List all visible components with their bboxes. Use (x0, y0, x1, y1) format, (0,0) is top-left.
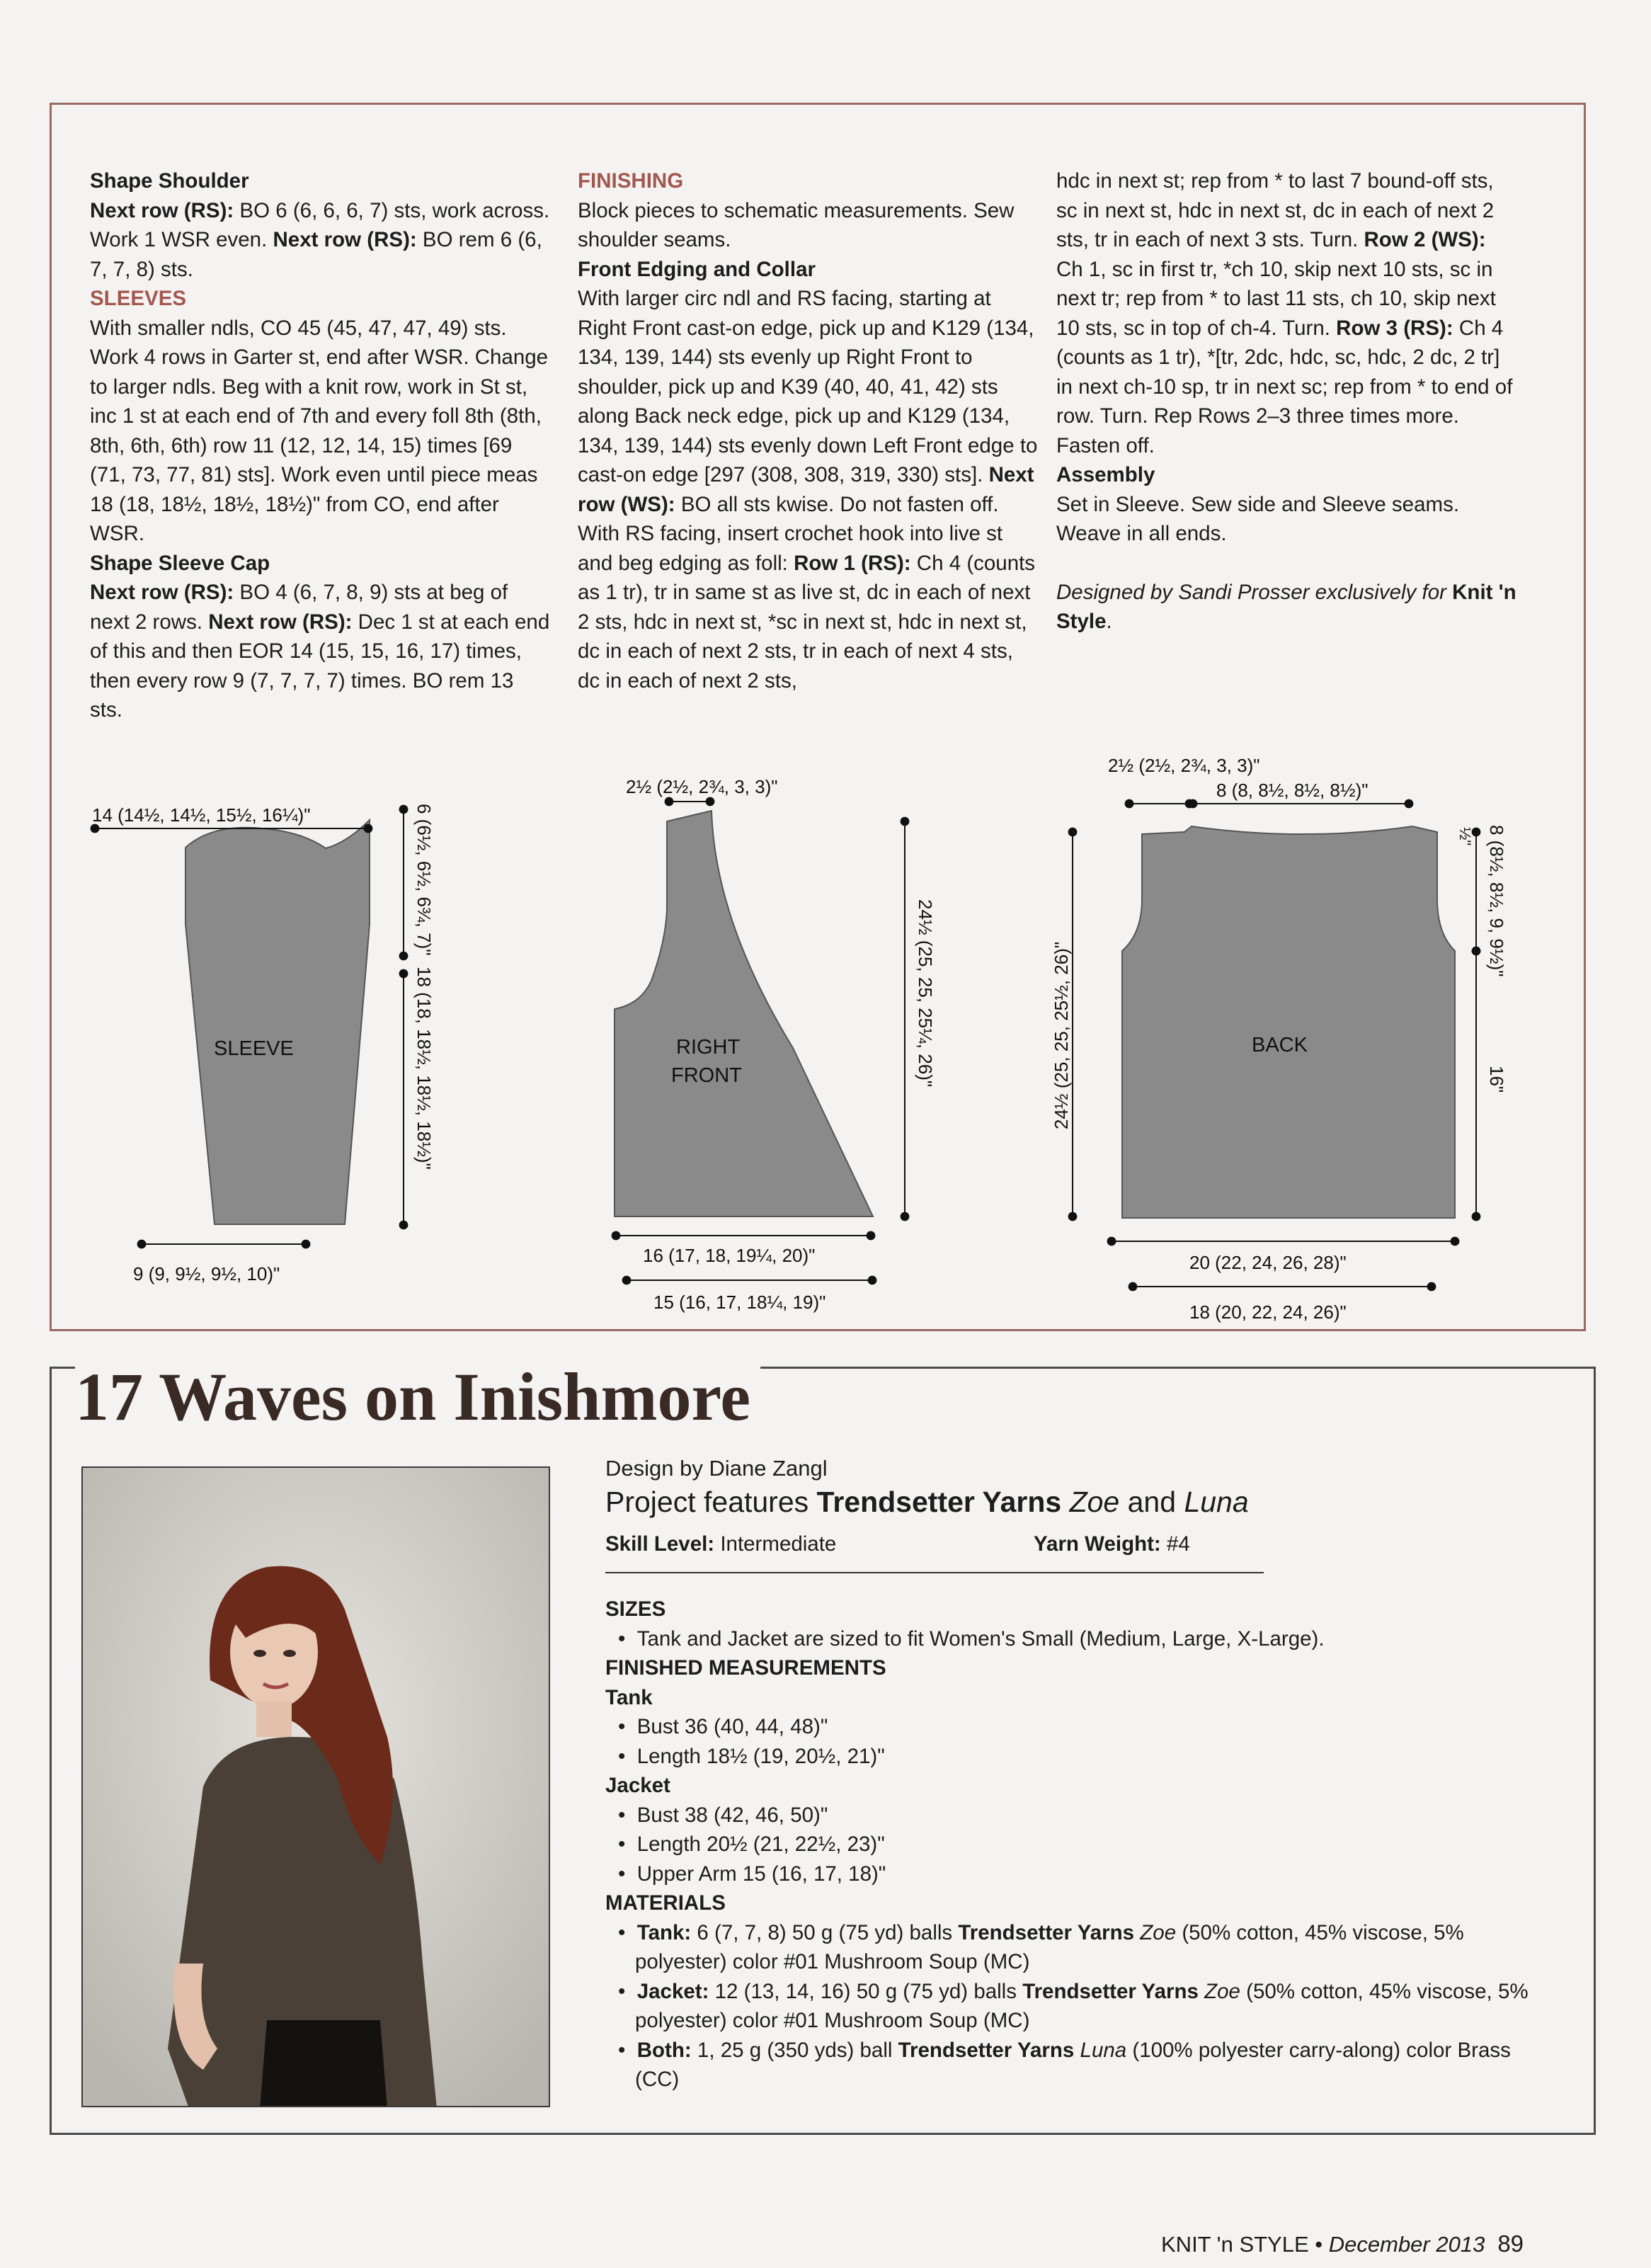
right-front-shoulder: 2½ (2½, 2¾, 3, 3)" (626, 776, 778, 797)
row-label: Next row (RS): (90, 198, 234, 222)
row-label: Next row (RS): (273, 228, 417, 251)
list-item-text: Upper Arm 15 (16, 17, 18)" (636, 1862, 886, 1886)
right-front-depth: 24½ (25, 25, 25¼, 26)" (915, 899, 936, 1088)
material-text: 12 (13, 14, 16) 50 g (75 yd) balls (709, 1979, 1023, 2003)
sleeve-shape (185, 820, 370, 1224)
material-label: Both: (636, 2038, 692, 2062)
back-armhole: 8 (8½, 8½, 9, 9½)" (1486, 825, 1507, 977)
punctuation: . (1106, 610, 1112, 633)
sleeve-label: SLEEVE (214, 1037, 294, 1060)
instruction-text: Ch 4 (counts as 1 tr), *[tr, 2dc, hdc, sc, hdc, 2 dc, 2 tr] in next ch-10 sp, tr in next sc; rep from * to end of row. Turn. Rep Rows 2–3 three times more. Fasten off. (1056, 316, 1513, 457)
list-item-text: Length 20½ (21, 22½, 23)" (636, 1833, 885, 1856)
model-photo-illustration (83, 1468, 550, 2107)
heading-materials: MATERIALS (605, 1891, 726, 1915)
material-label: Jacket: (636, 1979, 709, 2003)
heading-sizes: SIZES (605, 1597, 666, 1621)
material-text: (50% cotton, 45% viscose, 5% polyester) color #01 Mushroom Soup (MC) (635, 1920, 1464, 1973)
back-label: BACK (1252, 1034, 1308, 1056)
page-number: 89 (1497, 2230, 1524, 2257)
material-item: • Tank: 6 (7, 7, 8) 50 g (75 yd) balls Trendsetter Yarns Zoe (50% cotton, 45% viscose, 5% polyester) color #01 Mushroom Soup (MC) (618, 1920, 1464, 1973)
right-front-shape (615, 811, 873, 1216)
row-label: Next row (RS): (208, 610, 353, 634)
row-label: Row 1 (RS): (794, 551, 911, 575)
heading-jacket: Jacket (605, 1774, 670, 1797)
material-text: 1, 25 g (350 yds) ball (691, 2038, 898, 2062)
back-shoulder: 2½ (2½, 2¾, 3, 3)" (1108, 755, 1260, 776)
sleeve-schematic (92, 804, 435, 1284)
heading-front-edging: Front Edging and Collar (578, 257, 816, 281)
back-width-top: 20 (22, 24, 26, 28)" (1189, 1252, 1347, 1273)
sleeve-cap-height: 6 (6½, 6½, 6¾, 7)" (413, 804, 435, 956)
model-photo (81, 1466, 550, 2107)
row-label: Next row (RS): (90, 581, 234, 604)
pattern-info (605, 1453, 1547, 2095)
heading-tank: Tank (605, 1685, 653, 1709)
instruction-text: BO rem 6 (6, 7, 7, 8) sts. (90, 228, 542, 281)
yarn-name: Luna (1080, 2038, 1127, 2062)
back-width-bottom: 18 (20, 22, 24, 26)" (1189, 1301, 1347, 1323)
designer-credit: Designed by Sandi Prosser exclusively for (1056, 580, 1453, 604)
project-prefix: Project features (605, 1486, 817, 1518)
sizes-text: • Tank and Jacket are sized to fit Women's Small (Medium, Large, X-Large). (618, 1626, 1325, 1651)
yarn-brand: Trendsetter Yarns (1022, 1979, 1199, 2003)
skill-value: Intermediate (714, 1532, 837, 1556)
instruction-text: BO all sts kwise. Do not fasten off. With RS facing, insert crochet hook into live st and beg edging as foll: (578, 492, 1003, 575)
divider (605, 1572, 1264, 1573)
weight-label: Yarn Weight: (1034, 1532, 1161, 1556)
yarn-brand: Trendsetter Yarns (958, 1920, 1135, 1944)
heading-assembly: Assembly (1056, 463, 1155, 486)
yarn-name: Luna (1184, 1486, 1249, 1518)
back-neck-depth: ½" (1456, 827, 1474, 846)
list-item-text: Length 18½ (19, 20½, 21)" (636, 1744, 885, 1768)
sleeve-length: 18 (18, 18½, 18½, 18½)" (413, 967, 435, 1170)
instruction-text: With larger circ ndl and RS facing, starting at Right Front cast-on edge, pick up and K129 (134, 134, 139, 144) sts evenly up Right Front to shoulder, pick up and K39 (40, 40, 41, 42) sts along Back neck edge, pick up and K129 (134, 134, 139, 144) sts evenly down Left Front edge to cast-on edge [297 (308, 308, 319, 330) sts]. (578, 287, 1038, 486)
skill-level (605, 1532, 836, 1556)
right-front-label-1: RIGHT (676, 1036, 741, 1059)
heading-sleeves: SLEEVES (90, 287, 187, 310)
right-front-label-2: FRONT (671, 1064, 742, 1087)
instruction-text: With smaller ndls, CO 45 (45, 47, 47, 49) sts. Work 4 rows in Garter st, end after WSR. Change to larger ndls. Beg with a knit row, work in St st, inc 1 st at each end of 7th and every foll 8th (8th, 8th, 6th, 6th) row 11 (12, 12, 14, 15) times [69 (71, 73, 77, 81) sts]. Work even until piece meas 18 (18, 18½, 18½, 18½)" from CO, end after WSR. (90, 316, 549, 545)
pattern-title: 17 Waves on Inishmore (75, 1358, 760, 1436)
list-item-text: Bust 36 (40, 44, 48)" (636, 1715, 828, 1738)
project-yarns (605, 1484, 1547, 1520)
footer-issue: December 2013 (1328, 2232, 1485, 2257)
right-front-width-top: 16 (17, 18, 19¼, 20)" (643, 1245, 816, 1266)
magazine-name: Knit 'n Style (1056, 580, 1516, 633)
right-front-width-bottom: 15 (16, 17, 18¼, 19)" (653, 1292, 826, 1313)
yarn-brand: Trendsetter Yarns (816, 1486, 1062, 1518)
list-item: • Length 20½ (21, 22½, 23)" (618, 1833, 885, 1856)
list-item-text: Bust 38 (42, 46, 50)" (636, 1803, 828, 1827)
back-neck: 8 (8, 8½, 8½, 8½)" (1216, 780, 1369, 801)
sleeve-cuff-width: 9 (9, 9½, 9½, 10)" (133, 1263, 280, 1284)
heading-shape-sleeve-cap: Shape Sleeve Cap (90, 551, 270, 575)
instruction-text: hdc in next st; rep from * to last 7 bound-off sts, sc in next st, hdc in next st, dc in each of next 2 sts, tr in each of next 3 sts. Turn. (1056, 169, 1495, 251)
material-item: • Both: 1, 25 g (350 yds) ball Trendsetter Yarns Luna (100% polyester carry-along) color Brass (CC) (618, 2038, 1511, 2091)
right-front-schematic (615, 776, 936, 1313)
material-text: (50% cotton, 45% viscose, 5% polyester) color #01 Mushroom Soup (MC) (635, 1979, 1529, 2032)
instruction-text: Ch 4 (counts as 1 tr), tr in same st as live st, dc in each of next 2 sts, hdc in next st, *sc in next st, hdc in next st, dc in each of next 2 sts, tr in each of next 4 sts, dc in each of next 2 sts, (578, 551, 1036, 693)
list-item: • Length 18½ (19, 20½, 21)" (618, 1744, 885, 1768)
back-length: 24½ (25, 25, 25½, 26)" (1051, 941, 1072, 1129)
row-label: Row 3 (RS): (1336, 316, 1453, 340)
back-side: 16" (1486, 1066, 1507, 1093)
material-item: • Jacket: 12 (13, 14, 16) 50 g (75 yd) balls Trendsetter Yarns Zoe (50% cotton, 45% viscose, 5% polyester) color #01 Mushroom Soup (MC) (618, 1979, 1529, 2032)
heading-shape-shoulder: Shape Shoulder (90, 169, 249, 193)
page-footer (1161, 2230, 1524, 2257)
footer-magazine: KNIT 'n STYLE (1161, 2232, 1309, 2257)
conjunction: and (1119, 1486, 1184, 1518)
skill-row (605, 1529, 1547, 1569)
sizes-value: Tank and Jacket are sized to fit Women's Small (Medium, Large, X-Large). (636, 1626, 1325, 1651)
back-shape (1122, 826, 1455, 1218)
instruction-text: BO 4 (6, 7, 8, 9) sts at beg of next 2 rows. (90, 581, 508, 634)
instruction-text: Dec 1 st at each end of this and then EOR 14 (15, 15, 16, 17) times, then every row 9 (7, 7, 7, 7) times. BO rem 13 sts. (90, 610, 550, 722)
back-schematic (1051, 755, 1507, 1323)
heading-finishing: FINISHING (578, 169, 684, 193)
yarn-brand: Trendsetter Yarns (898, 2038, 1075, 2062)
yarn-name: Zoe (1204, 1979, 1240, 2003)
instruction-text: Ch 1, sc in first tr, *ch 10, skip next 10 sts, sc in next tr; rep from * to last 11 sts, ch 10, skip next 10 sts, sc in top of ch-4. Turn. (1056, 257, 1496, 340)
yarn-name: Zoe (1140, 1920, 1177, 1944)
footer-bullet: • (1308, 2232, 1329, 2257)
weight-value: #4 (1160, 1532, 1190, 1556)
material-label: Tank: (636, 1920, 692, 1944)
instruction-text: Block pieces to schematic measurements. Sew shoulder seams. (578, 198, 1015, 251)
list-item: • Bust 36 (40, 44, 48)" (618, 1715, 828, 1738)
material-text: (100% polyester carry-along) color Brass (CC) (635, 2038, 1511, 2091)
row-label: Next row (WS): (578, 463, 1034, 516)
sleeve-top-width: 14 (14½, 14½, 15½, 16¼)" (92, 804, 311, 826)
heading-finished-measurements: FINISHED MEASUREMENTS (605, 1656, 886, 1680)
row-label: Row 2 (WS): (1364, 228, 1486, 251)
skill-label: Skill Level: (605, 1532, 715, 1556)
yarn-name: Zoe (1069, 1486, 1120, 1518)
yarn-weight (1034, 1529, 1190, 1559)
list-item: • Bust 38 (42, 46, 50)" (618, 1803, 828, 1827)
instruction-text: Set in Sleeve. Sew side and Sleeve seams. Weave in all ends. (1056, 492, 1460, 545)
list-item: • Upper Arm 15 (16, 17, 18)" (618, 1862, 886, 1886)
material-text: 6 (7, 7, 8) 50 g (75 yd) balls (691, 1920, 959, 1944)
pattern-designer: Design by Diane Zangl (605, 1456, 828, 1481)
instruction-text: BO 6 (6, 6, 6, 7) sts, work across. Work 1 WSR even. (90, 198, 550, 251)
